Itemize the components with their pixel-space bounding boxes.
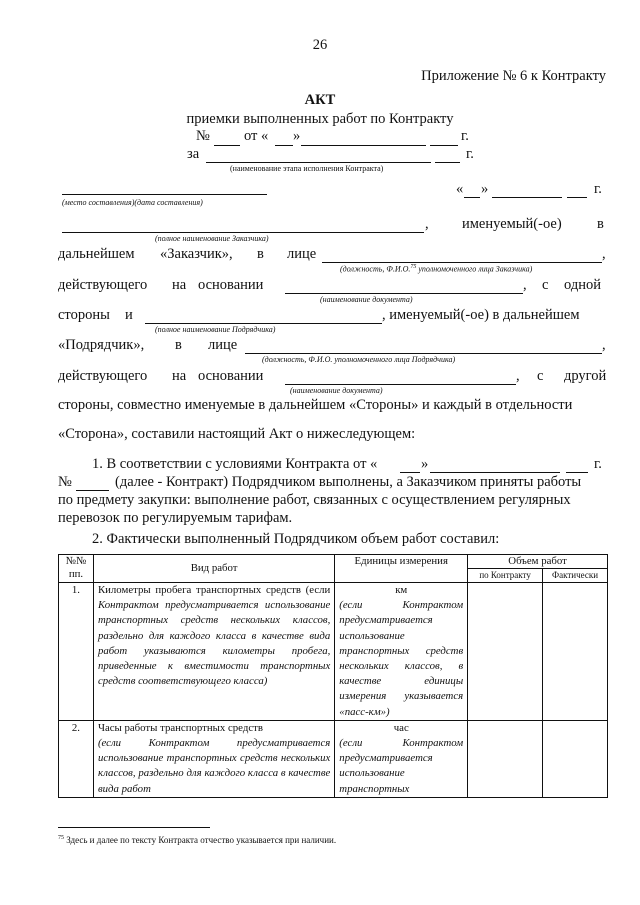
text-word: дальнейшем — [58, 246, 135, 262]
contractor-blank — [145, 323, 382, 324]
row-by-contract — [468, 583, 543, 721]
clause1-line4: перевозок по регулируемым тарифам. — [58, 510, 293, 526]
day-blank — [275, 145, 293, 146]
year-blank — [430, 145, 458, 146]
text-word: и — [125, 307, 133, 323]
customer-basis-blank — [285, 293, 523, 294]
row-by-contract — [468, 720, 543, 797]
clause1-year-blank — [566, 472, 588, 473]
table-row — [59, 720, 608, 797]
year-suffix: г. — [594, 456, 602, 472]
text-word: «Подрядчик», — [58, 337, 145, 353]
header-by-contract: по Контракту — [468, 569, 543, 583]
contractor-official-blank — [245, 353, 602, 354]
date-quote-open: « — [456, 181, 464, 197]
row-actual — [543, 583, 608, 721]
text-word: на — [172, 368, 187, 384]
number-blank — [214, 145, 240, 146]
text-word: стороны — [58, 307, 110, 323]
text-word: с — [542, 277, 549, 293]
date-quote-close: » — [481, 181, 489, 197]
clause1-day-blank — [400, 472, 420, 473]
row-work: Километры пробега транспортных средств (если Контрактом предусматривается использование транспортных средств нескольких классов, раздельно для каждого класса в качестве вида работ указываются километры пробега, приведенные к вместимости транспортных средств соответствующего класса) — [93, 583, 334, 721]
text-line: стороны, совместно именуемые в дальнейшем «Стороны» и каждый в отдельности — [58, 397, 573, 413]
customer-blank — [62, 232, 424, 233]
from-label: от « — [244, 128, 269, 144]
quote-close: » — [421, 456, 429, 472]
volume-table — [58, 554, 608, 798]
date-month-blank — [492, 197, 562, 198]
period-label: за — [187, 146, 200, 162]
text-fragment: , именуемый(-ое) в дальнейшем — [382, 307, 580, 323]
table-row — [59, 583, 608, 721]
named-word: именуемый(-ое) — [462, 216, 562, 232]
stage-blank — [206, 162, 431, 163]
month-blank — [301, 145, 426, 146]
text-word: действующего — [58, 277, 148, 293]
stage-caption: (наименование этапа исполнения Контракта) — [230, 164, 384, 173]
text-word: в — [175, 337, 182, 353]
row-actual — [543, 720, 608, 797]
header-actual: Фактически — [543, 569, 608, 583]
text-word: основании — [198, 277, 264, 293]
number-sign: № — [196, 128, 210, 144]
customer-basis-caption: (наименование документа) — [320, 295, 413, 304]
page-number: 26 — [312, 37, 328, 53]
text-word: лице — [208, 337, 238, 353]
place-date-blank — [62, 194, 267, 195]
row-units: км (если Контрактом предусматривается использование транспортных средств нескольких классов, в качестве единицы измерения указывается «пасс-км») — [335, 583, 468, 721]
header-units: Единицы измерения — [335, 555, 468, 583]
text-word: другой — [564, 368, 607, 384]
text-word: одной — [564, 277, 601, 293]
document-subtitle: приемки выполненных работ по Контракту — [186, 111, 454, 127]
row-units: час (если Контрактом предусматривается использование транспортных — [335, 720, 468, 797]
clause2-line: 2. Фактически выполненный Подрядчиком объем работ составил: — [92, 531, 500, 547]
in-word: в — [597, 216, 604, 232]
text-word: в — [257, 246, 264, 262]
stage-year-blank — [435, 162, 460, 163]
text-word: основании — [198, 368, 264, 384]
contractor-basis-blank — [285, 384, 516, 385]
date-day-blank — [464, 197, 480, 198]
row-number: 1. — [59, 583, 94, 721]
clause1-line1: 1. В соответствии с условиями Контракта от « — [92, 456, 378, 472]
footnote-rule — [58, 827, 210, 828]
customer-caption: (полное наименование Заказчика) — [155, 234, 269, 243]
text-word: действующего — [58, 368, 148, 384]
header-volume: Объем работ — [468, 555, 608, 569]
document-title: АКТ — [304, 92, 336, 108]
header-number: №№ пп. — [59, 555, 94, 583]
date-year-blank — [567, 197, 587, 198]
contractor-caption: (полное наименование Подрядчика) — [155, 325, 276, 334]
clause1-number-blank — [76, 490, 109, 491]
text-line: «Сторона», составили настоящий Акт о нижеследующем: — [58, 426, 416, 442]
row-number: 2. — [59, 720, 94, 797]
clause1-line2: (далее - Контракт) Подрядчиком выполнены, а Заказчиком приняты работы — [115, 474, 582, 490]
number-sign: № — [58, 474, 72, 490]
row-work: Часы работы транспортных средств (если Контрактом предусматривается использование транспортных средств нескольких классов, раздельно для каждого класса в качестве вида работ — [93, 720, 334, 797]
contractor-basis-caption: (наименование документа) — [290, 386, 383, 395]
footnote: $^{75}$ Здесь и далее по тексту Контракта отчество указывается при наличии. — [58, 835, 337, 845]
stage-year-suffix: г. — [466, 146, 474, 162]
contractor-official-caption: (должность, Ф.И.О. уполномоченного лица Подрядчика) — [262, 355, 456, 364]
date-year-suffix: г. — [594, 181, 602, 197]
quote-close: » — [293, 128, 301, 144]
customer-official-blank — [322, 262, 602, 263]
clause1-line3: по предмету закупки: выполнение работ, связанных с осуществлением регулярных — [58, 492, 571, 508]
text-word: с — [537, 368, 544, 384]
text-word: «Заказчик», — [160, 246, 233, 262]
year-suffix: г. — [461, 128, 469, 144]
customer-official-caption: (должность, Ф.И.О.$^{75}$ уполномоченного лица Заказчика) — [340, 264, 533, 274]
clause1-month-blank — [430, 472, 560, 473]
place-date-caption: (место составления)(дата составления) — [62, 198, 203, 207]
annex-label: Приложение № 6 к Контракту — [421, 68, 606, 84]
header-work: Вид работ — [93, 555, 334, 583]
text-word: на — [172, 277, 187, 293]
text-word: лице — [287, 246, 317, 262]
